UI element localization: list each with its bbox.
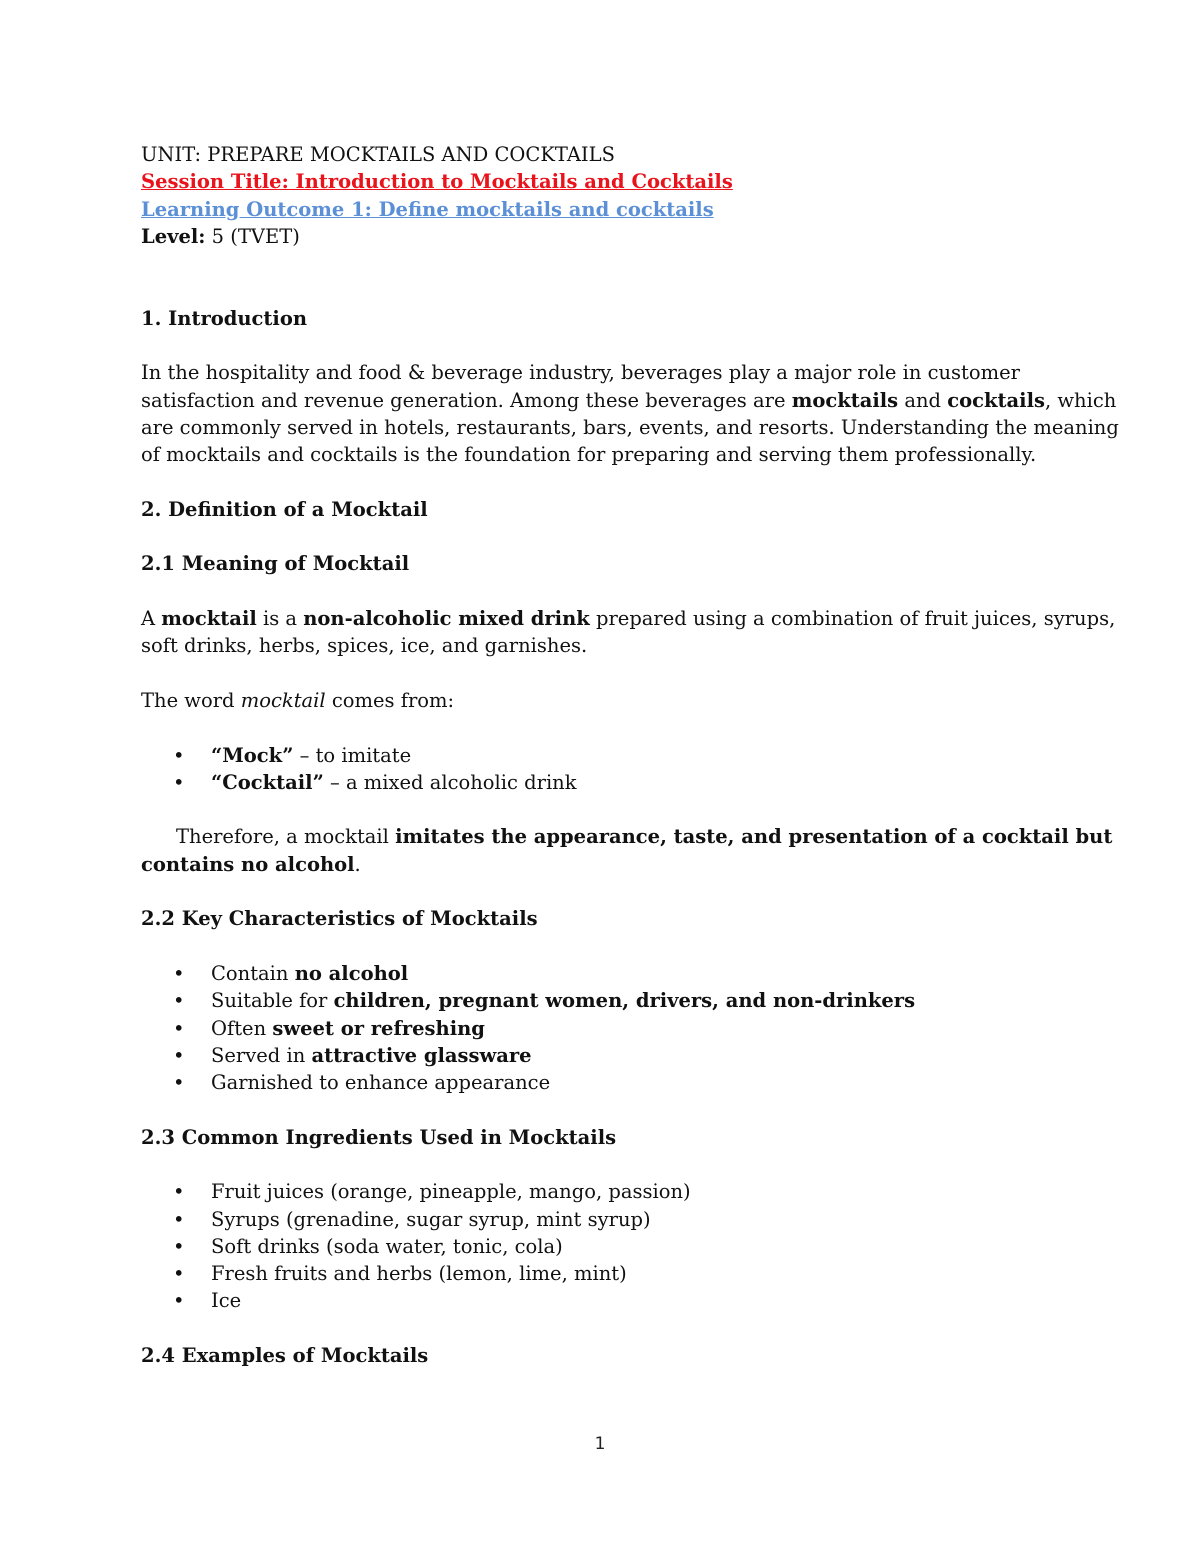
list-item [141, 1260, 1071, 1287]
meaning-text: is a [256, 607, 304, 631]
level-value: 5 (TVET) [205, 224, 300, 248]
session-title [141, 168, 1071, 195]
word-origin-line [141, 687, 1071, 714]
bullet-icon: • [173, 1289, 185, 1313]
list-item [141, 960, 1071, 987]
meaning-text: A [141, 607, 162, 631]
therefore-line-1 [141, 823, 1113, 850]
examples-heading: 2.4 Examples of Mocktails [141, 1344, 429, 1368]
bullet-icon: • [173, 1262, 185, 1286]
item-text: Served in [211, 1043, 312, 1067]
intro-bold-mocktails: mocktails [791, 388, 899, 412]
session-title-text: Session Title: Introduction to Mocktails and Cocktails [141, 170, 733, 194]
list-item [141, 769, 1071, 796]
bullet-icon: • [173, 961, 185, 985]
etymology-list [141, 742, 1071, 797]
word-text: comes from: [325, 688, 455, 712]
learning-outcome [141, 196, 1071, 223]
term: “Cocktail” [211, 770, 324, 794]
item-text: Syrups (grenadine, sugar syrup, mint syrup) [211, 1207, 651, 1231]
intro-text: , which [1044, 388, 1117, 412]
term: “Mock” [211, 743, 294, 767]
list-item [141, 742, 1071, 769]
item-bold: children, pregnant women, drivers, and non-drinkers [333, 989, 916, 1013]
document-page [141, 141, 1119, 1369]
intro-line-1: In the hospitality and food & beverage industry, beverages play a major role in customer [141, 361, 1020, 385]
word-text: The word [141, 688, 241, 712]
item-text: Ice [211, 1289, 242, 1313]
characteristics-heading: 2.2 Key Characteristics of Mocktails [141, 907, 538, 931]
item-text: Suitable for [211, 989, 334, 1013]
meaning-line-2: soft drinks, herbs, spices, ice, and garnishes. [141, 634, 588, 658]
item-text: Contain [211, 961, 295, 985]
list-item [141, 1287, 1071, 1314]
list-item [141, 1206, 1071, 1233]
ingredients-heading: 2.3 Common Ingredients Used in Mocktails [141, 1125, 617, 1149]
page-number: 1 [594, 1434, 606, 1454]
therefore-text: . [354, 852, 361, 876]
item-text: Fruit juices (orange, pineapple, mango, passion) [211, 1180, 691, 1204]
therefore-bold: imitates the appearance, taste, and presentation of a cocktail but [395, 825, 1113, 849]
list-item [141, 1233, 1071, 1260]
level-line [141, 223, 1071, 250]
intro-line-2 [141, 387, 1117, 414]
intro-text: and [898, 388, 948, 412]
bullet-icon: • [173, 989, 185, 1013]
meaning-bold: non-alcoholic mixed drink [303, 607, 590, 631]
meaning-heading: 2.1 Meaning of Mocktail [141, 552, 410, 576]
bullet-icon: • [173, 743, 185, 767]
therefore-bold: contains no alcohol [141, 852, 355, 876]
intro-bold-cocktails: cocktails [947, 388, 1045, 412]
meaning-line-1 [141, 605, 1116, 632]
therefore-line-2 [141, 851, 1071, 878]
therefore-text: Therefore, a mocktail [176, 825, 396, 849]
learning-outcome-text: Learning Outcome 1: Define mocktails and cocktails [141, 197, 714, 221]
word-italic: mocktail [240, 688, 326, 712]
characteristics-list [141, 960, 1071, 1096]
meaning-text: prepared using a combination of fruit juices, syrups, [589, 607, 1116, 631]
intro-line-3: are commonly served in hotels, restaurants, bars, events, and resorts. Understanding the meaning [141, 415, 1119, 439]
intro-line-4: of mocktails and cocktails is the foundation for preparing and serving them professionally. [141, 443, 1037, 467]
bullet-icon: • [173, 1071, 185, 1095]
item-bold: attractive glassware [311, 1043, 532, 1067]
bullet-icon: • [173, 770, 185, 794]
list-item [141, 987, 1071, 1014]
list-item [141, 1015, 1071, 1042]
item-bold: no alcohol [294, 961, 409, 985]
bullet-icon: • [173, 1043, 185, 1067]
definition-heading: 2. Definition of a Mocktail [141, 497, 428, 521]
ingredients-list [141, 1178, 1071, 1314]
item-text: Often [211, 1016, 273, 1040]
intro-text: satisfaction and revenue generation. Among these beverages are [141, 388, 792, 412]
meaning-bold: mocktail [161, 607, 257, 631]
bullet-icon: • [173, 1180, 185, 1204]
item-text: Garnished to enhance appearance [211, 1071, 551, 1095]
bullet-icon: • [173, 1234, 185, 1258]
list-item [141, 1042, 1071, 1069]
level-label: Level: [141, 224, 206, 248]
bullet-icon: • [173, 1016, 185, 1040]
item-bold: sweet or refreshing [272, 1016, 485, 1040]
term-desc: – a mixed alcoholic drink [323, 770, 577, 794]
list-item [141, 1069, 1071, 1096]
term-desc: – to imitate [293, 743, 412, 767]
unit-title: UNIT: PREPARE MOCKTAILS AND COCKTAILS [141, 143, 615, 166]
item-text: Fresh fruits and herbs (lemon, lime, mint) [211, 1262, 627, 1286]
bullet-icon: • [173, 1207, 185, 1231]
intro-heading: 1. Introduction [141, 306, 308, 330]
list-item [141, 1178, 1071, 1205]
item-text: Soft drinks (soda water, tonic, cola) [211, 1234, 563, 1258]
